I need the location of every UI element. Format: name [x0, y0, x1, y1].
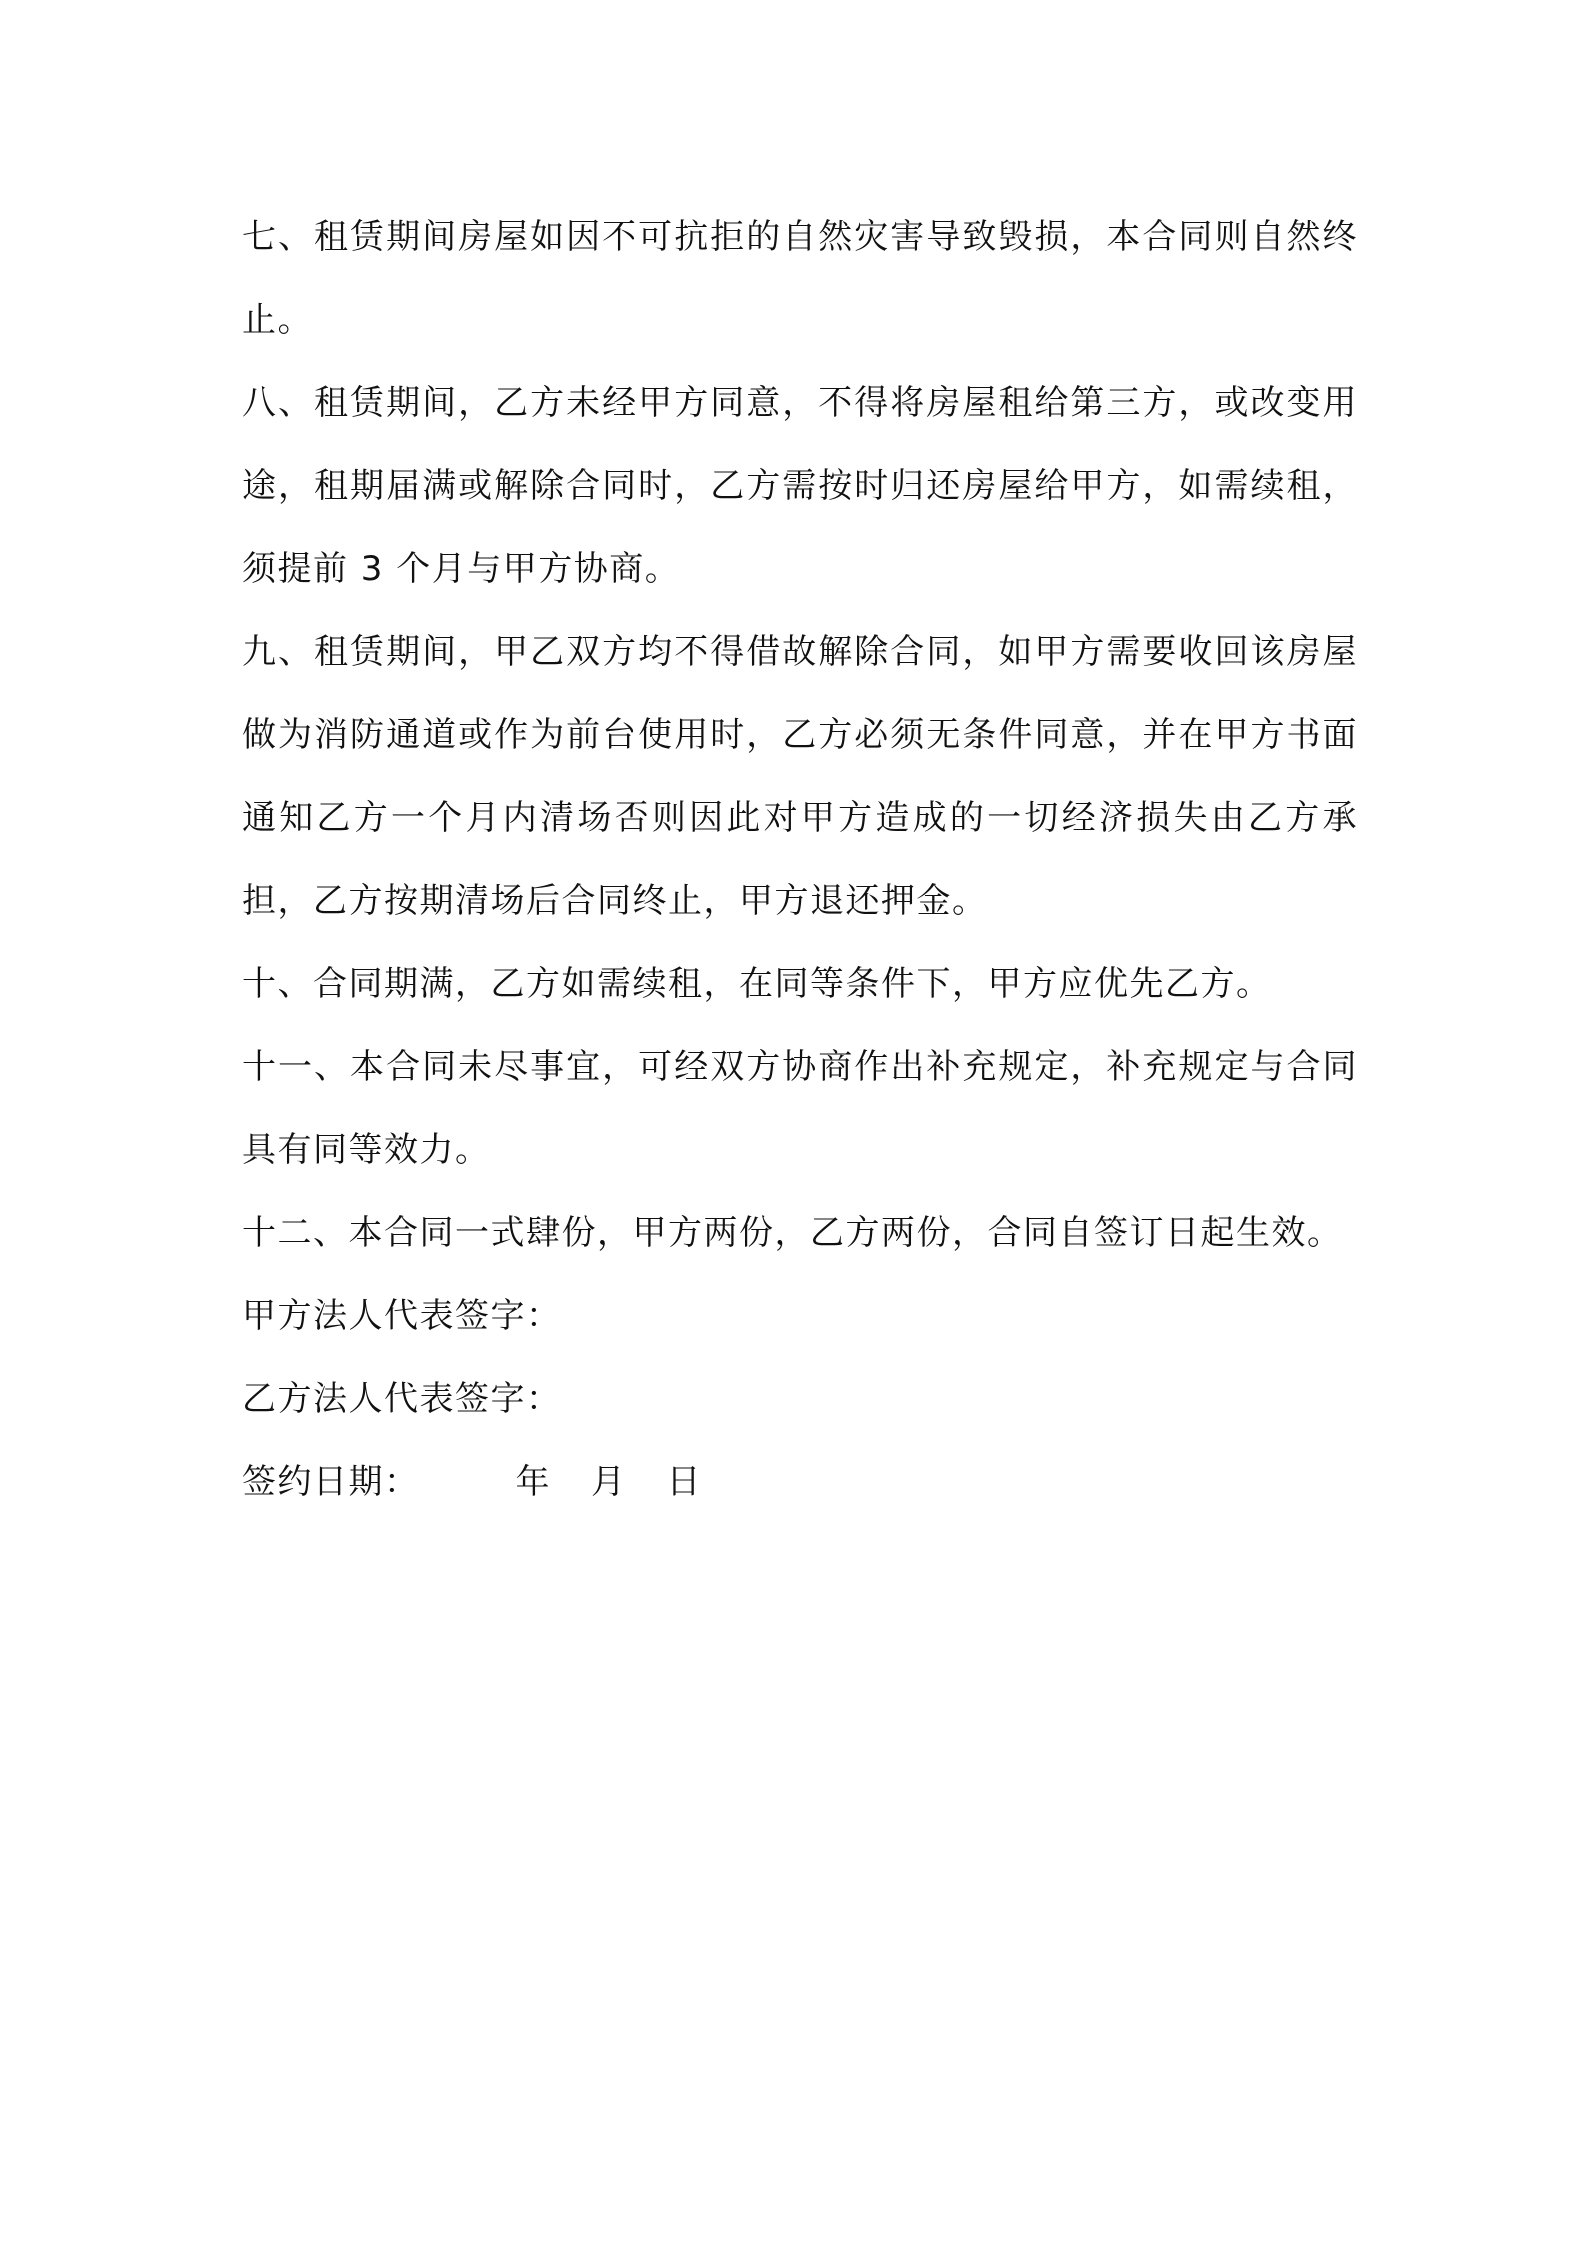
signing-date-row — [242, 1441, 1358, 1524]
clause-11: 十一、本合同未尽事宜，可经双方协商作出补充规定，补充规定与合同具有同等效力。 — [242, 1047, 1358, 1170]
signing-date-label: 签约日期： — [242, 1462, 420, 1502]
date-day-unit: 日 — [666, 1462, 702, 1502]
clause-10: 十、合同期满，乙方如需续租，在同等条件下，甲方应优先乙方。 — [242, 964, 1272, 1004]
clause-8: 八、租赁期间，乙方未经甲方同意，不得将房屋租给第三方，或改变用途，租期届满或解除合同时，乙方需按时归还房屋给甲方，如需续租，须提前 3 个月与甲方协商。 — [242, 383, 1358, 589]
party-a-signature-label: 甲方法人代表签字： — [242, 1296, 562, 1336]
clause-12: 十二、本合同一式肆份，甲方两份，乙方两份，合同自签订日起生效。 — [242, 1213, 1343, 1253]
clause-7: 七、租赁期间房屋如因不可抗拒的自然灾害导致毁损，本合同则自然终止。 — [242, 217, 1358, 340]
clause-9: 九、租赁期间，甲乙双方均不得借故解除合同，如甲方需要收回该房屋做为消防通道或作为前台使用时，乙方必须无条件同意，并在甲方书面通知乙方一个月内清场否则因此对甲方造成的一切经济损失由乙方承担，乙方按期清场后合同终止，甲方退还押金。 — [242, 632, 1358, 921]
date-month-unit: 月 — [591, 1462, 627, 1502]
party-b-signature-label: 乙方法人代表签字： — [242, 1379, 562, 1419]
date-year-unit: 年 — [515, 1462, 551, 1502]
document-body — [242, 196, 1358, 1524]
